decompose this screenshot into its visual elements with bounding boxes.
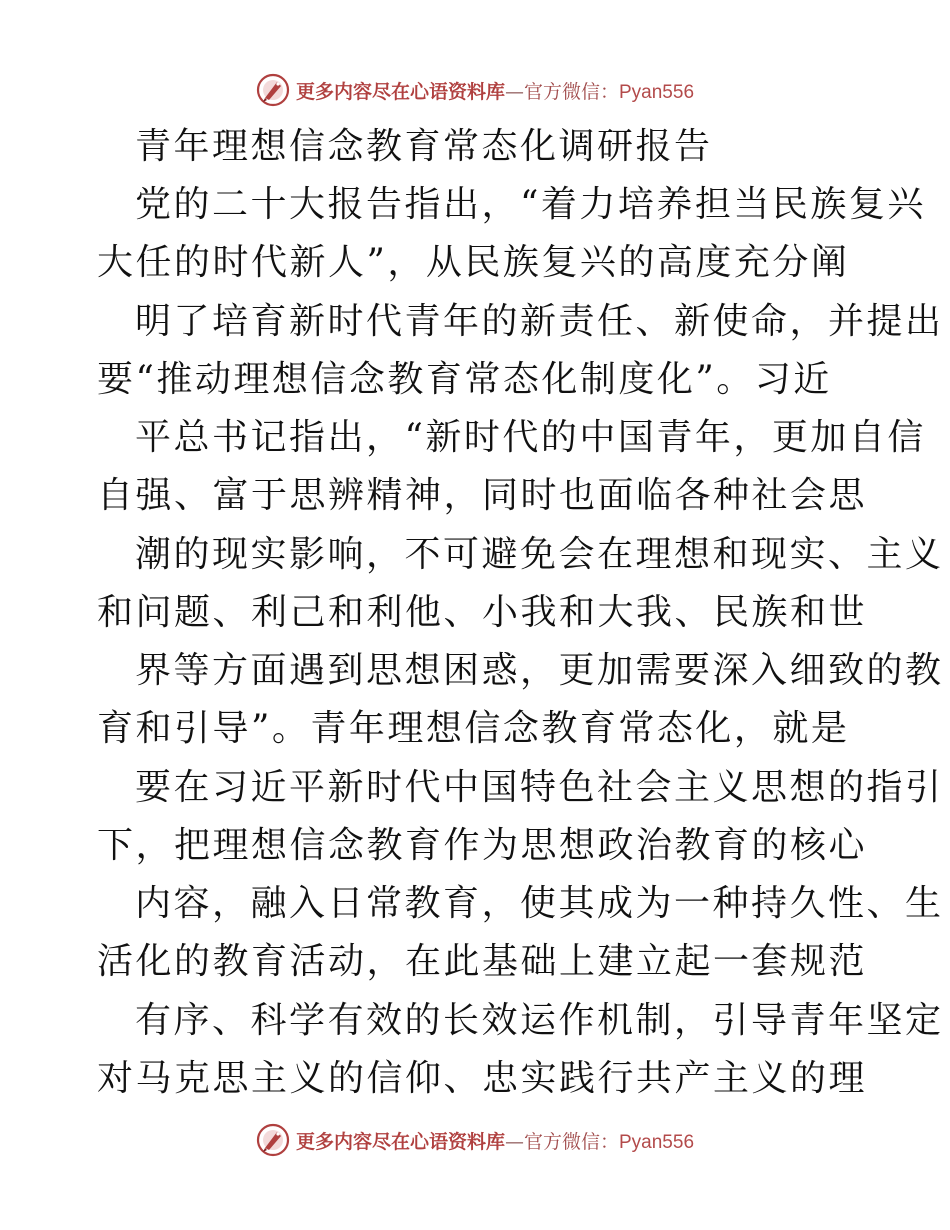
watermark-dash: — [504, 80, 524, 103]
watermark-group [256, 73, 694, 107]
watermark-main-text: 更多内容尽在心语资料库 [295, 1130, 505, 1153]
header-watermark [0, 70, 950, 110]
text-line: 平总书记指出，“新时代的中国青年，更加自信 [135, 417, 926, 458]
text-line: 界等方面遇到思想困惑，更加需要深入细致的教 [135, 650, 944, 691]
text-line: 和问题、利己和利他、小我和大我、民族和世 [97, 592, 868, 633]
text-line: 党的二十大报告指出，“着力培养担当民族复兴 [135, 184, 926, 225]
text-line: 潮的现实影响，不可避免会在理想和现实、主义 [135, 534, 944, 575]
text-line: 育和引导”。青年理想信念教育常态化，就是 [97, 708, 850, 749]
text-line: 明了培育新时代青年的新责任、新使命，并提出 [135, 301, 944, 342]
text-line: 大任的时代新人”，从民族复兴的高度充分阐 [97, 242, 850, 283]
watermark-id: Pyan556 [619, 1131, 695, 1153]
text-line: 内容，融入日常教育，使其成为一种持久性、生 [135, 883, 944, 924]
watermark-label: 官方微信： [523, 1130, 619, 1153]
watermark-group [256, 1123, 694, 1157]
watermark-id: Pyan556 [619, 81, 695, 103]
watermark-main-text: 更多内容尽在心语资料库 [295, 80, 505, 103]
document-title: 青年理想信念教育常态化调研报告 [135, 126, 713, 167]
text-line: 对马克思主义的信仰、忠实践行共产主义的理 [97, 1058, 868, 1099]
text-line: 活化的教育活动，在此基础上建立起一套规范 [97, 941, 868, 982]
text-line: 要“推动理想信念教育常态化制度化”。习近 [97, 359, 832, 400]
watermark-label: 官方微信： [523, 80, 619, 103]
watermark-dash: — [504, 1130, 524, 1153]
pen-nib-logo-icon [256, 1123, 290, 1157]
pen-nib-logo-icon [256, 73, 290, 107]
text-line: 有序、科学有效的长效运作机制，引导青年坚定 [135, 1000, 944, 1041]
watermark-text [296, 77, 694, 104]
watermark-text [296, 1127, 694, 1154]
text-line: 自强、富于思辨精神，同时也面临各种社会思 [97, 475, 868, 516]
text-line: 下，把理想信念教育作为思想政治教育的核心 [97, 825, 868, 866]
footer-watermark [0, 1120, 950, 1160]
text-line: 要在习近平新时代中国特色社会主义思想的指引 [135, 767, 944, 808]
